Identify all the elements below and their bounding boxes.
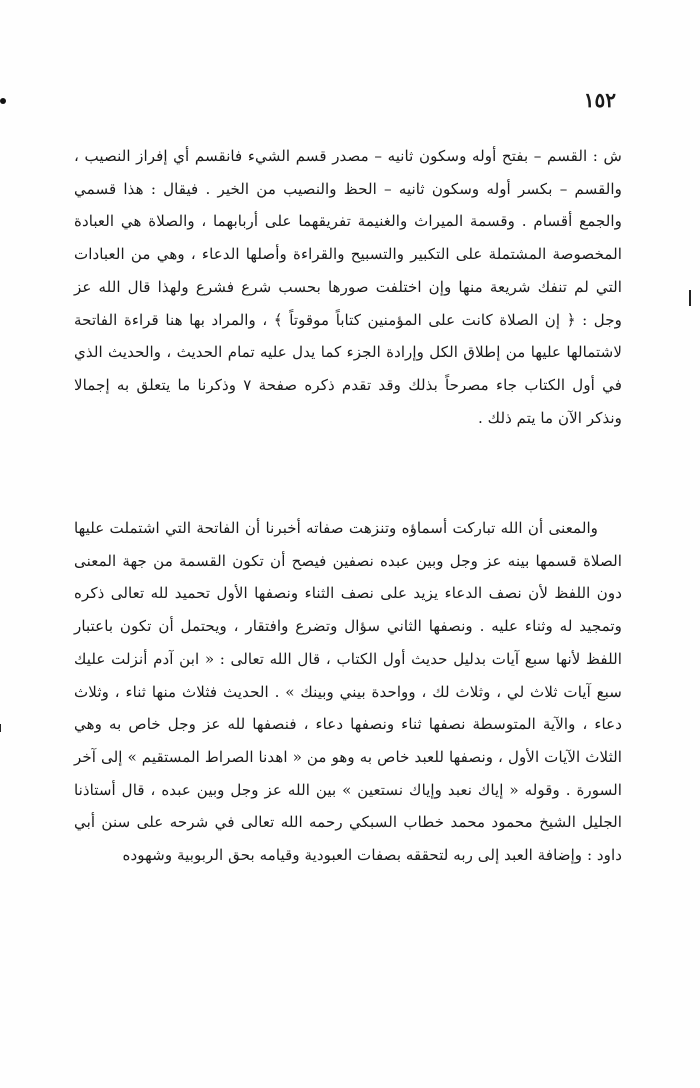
paragraph-text: والمعنى أن الله تباركت أسماؤه وتنزهت صفاته أخبرنا أن الفاتحة التي اشتملت عليها الصلاة قسمها بينه عز وجل وبين عبده نصفين فيصح أن تكون القسمة من جهة المعنى دون اللفظ لأن نصف الدعاء يزيد على نصف الثناء ونصفها الأول تحميد لله تعالى ذكره وتمجيد له وثناء عليه . ونصفها الثاني سؤال وتضرع وافتقار ، ويحتمل أن تكون باعتبار اللفظ لأنها سبع آيات بدليل حديث أول الكتاب ، قال الله تعالى : « ابن آدم أنزلت عليك سبع آيات ثلاث لي ، وثلاث لك ، وواحدة بيني وبينك » . الحديث فثلاث منها ثناء ، وثلاث دعاء ، والآية المتوسطة نصفها ثناء ونصفها دعاء ، فنصفها لله عز وجل خاص به وهي الثلاث الآيات الأول ، ونصفها للعبد خاص به وهو من « اهدنا الصراط المستقيم » إلى آخر السورة . وقوله « إياك نعبد وإياك نستعين » بين الله عز وجل وبين عبده ، قال أستاذنا الجليل الشيخ محمود محمد خطاب السبكي رحمه الله تعالى في شرحه على سنن أبي داود : وإضافة العبد إلى ربه لتحققه بصفات العبودية وقيامه بحق الربوبية وشهوده xyxy=(74,519,622,865)
commentary-paragraph xyxy=(74,140,622,434)
commentary-paragraph xyxy=(74,512,622,872)
paragraph-text: ش : القسم – بفتح أوله وسكون ثانيه – مصدر قسم الشيء فانقسم أي إفراز النصيب ، والقسم – بكسر أوله وسكون ثانيه – الحظ والنصيب من الخير . فيقال : هذا قسمي والجمع أقسام . وقسمة الميراث والغنيمة تفريقهما على أربابهما ، والصلاة هي العبادة المخصوصة المشتملة على التكبير والتسبيح والقراءة وأصلها الدعاء ، وهي من العبادات التي لم تنفك شريعة منها وإن اختلفت صورها بحسب شرع فشرع ولهذا قال الله عز وجل : ﴿ إن الصلاة كانت على المؤمنين كتاباً موقوتاً ﴾ ، والمراد بها هنا قراءة الفاتحة لاشتمالها عليها من إطلاق الكل وإرادة الجزء كما يدل عليه تمام الحديث ، والحديث الذي في أول الكتاب جاء مصرحاً بذلك وقد تقدم ذكره صفحة ٧ وذكرنا ما يتعلق به إجمالا ونذكر الآن ما يتم ذلك . xyxy=(74,147,622,427)
page-number: ١٥٢ xyxy=(583,88,616,112)
margin-mark xyxy=(0,98,6,104)
margin-mark xyxy=(0,724,1,732)
margin-mark xyxy=(689,290,691,306)
